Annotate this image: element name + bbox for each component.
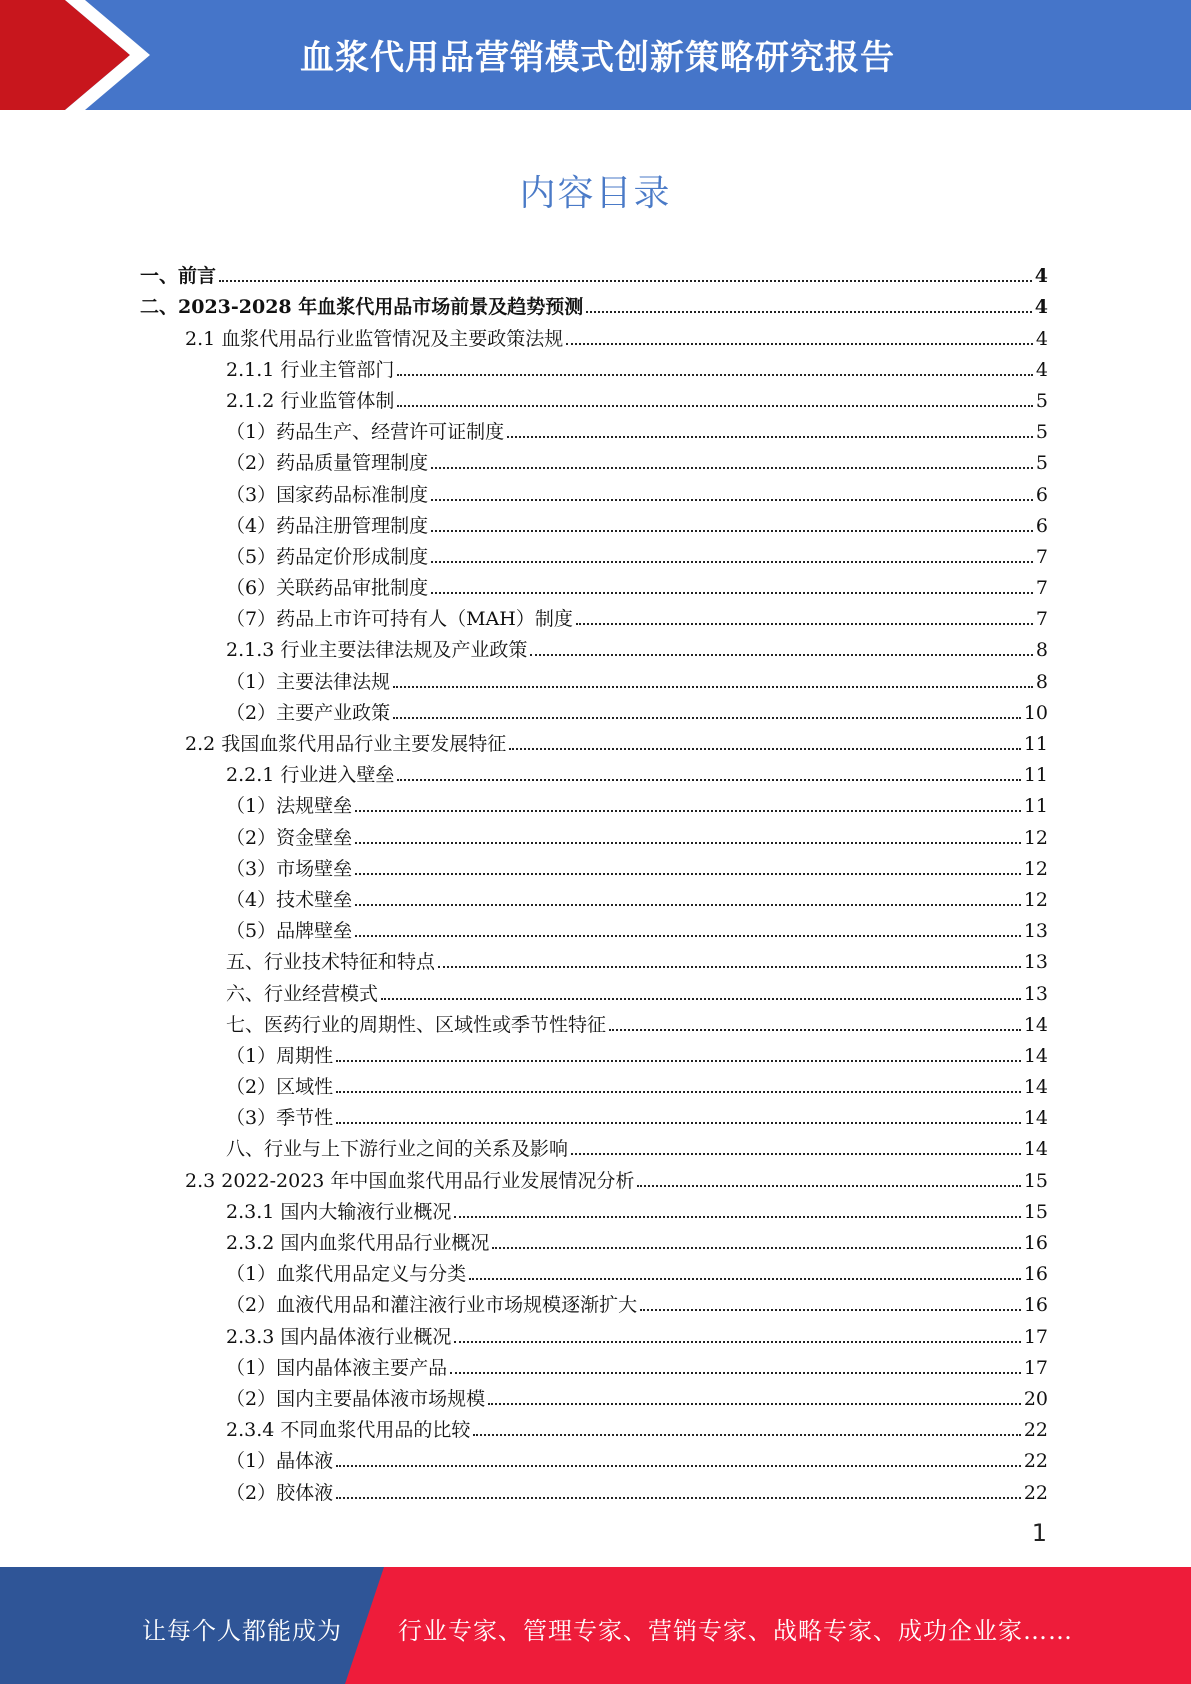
toc-entry[interactable] (140, 724, 1048, 755)
toc-leader-dots (381, 998, 1021, 1000)
toc-entry-label: （7）药品上市许可持有人（MAH）制度 (226, 608, 573, 631)
toc-entry[interactable] (140, 1472, 1048, 1503)
toc-leader-dots (355, 842, 1021, 844)
toc-entry-label: （2）国内主要晶体液市场规模 (226, 1387, 486, 1410)
toc-entry[interactable] (140, 256, 1048, 287)
toc-entry-page: 20 (1023, 1387, 1048, 1410)
footer-slogan-right: 行业专家、管理专家、营销专家、战略专家、成功企业家…… (398, 1617, 1073, 1645)
toc-entry-label: 七、医药行业的周期性、区域性或季节性特征 (226, 1013, 607, 1036)
toc-entry[interactable] (140, 1254, 1048, 1285)
toc-entry[interactable] (140, 1441, 1048, 1472)
toc-entry[interactable] (140, 942, 1048, 973)
toc-leader-dots (609, 1029, 1021, 1031)
toc-entry[interactable] (140, 412, 1048, 443)
toc-entry-label: 二、2023-2028 年血浆代用品市场前景及趋势预测 (140, 296, 584, 319)
toc-entry[interactable] (140, 1379, 1048, 1410)
toc-entry-label: 2.1.2 行业监管体制 (226, 389, 395, 412)
toc-entry-label: （1）药品生产、经营许可证制度 (226, 421, 505, 444)
toc-leader-dots (397, 779, 1020, 781)
toc-leader-dots (431, 530, 1033, 532)
toc-leader-dots (473, 1434, 1020, 1436)
toc-entry[interactable] (140, 1410, 1048, 1441)
toc-entry[interactable] (140, 1067, 1048, 1098)
toc-entry-page: 14 (1023, 1013, 1048, 1036)
toc-entry[interactable] (140, 1036, 1048, 1067)
toc-title: 内容目录 (519, 173, 672, 214)
toc-leader-dots (336, 1497, 1021, 1499)
toc-entry-label: 2.3 2022-2023 年中国血浆代用品行业发展情况分析 (185, 1169, 635, 1192)
toc-leader-dots (336, 1122, 1021, 1124)
toc-leader-dots (355, 904, 1021, 906)
toc-entry-page: 22 (1023, 1481, 1048, 1504)
toc-entry-label: 2.3.4 不同血浆代用品的比较 (226, 1419, 471, 1442)
toc-entry[interactable] (140, 287, 1048, 318)
toc-entry-page: 5 (1035, 421, 1048, 444)
toc-entry[interactable] (140, 568, 1048, 599)
toc-entry[interactable] (140, 973, 1048, 1004)
toc-leader-dots (431, 592, 1033, 594)
toc-entry-page: 4 (1035, 327, 1048, 350)
toc-entry[interactable] (140, 381, 1048, 412)
toc-entry-label: （1）国内晶体液主要产品 (226, 1356, 448, 1379)
table-of-contents (140, 256, 1048, 1504)
toc-entry-page: 16 (1023, 1294, 1048, 1317)
toc-entry-label: （3）季节性 (226, 1107, 334, 1130)
toc-leader-dots (393, 717, 1021, 719)
footer-banner (0, 1567, 1191, 1684)
toc-entry[interactable] (140, 630, 1048, 661)
toc-leader-dots (355, 935, 1021, 937)
toc-entry-label: （2）药品质量管理制度 (226, 452, 429, 475)
header-banner (0, 0, 1191, 110)
toc-entry[interactable] (140, 506, 1048, 537)
toc-entry-label: （2）血液代用品和灌注液行业市场规模逐渐扩大 (226, 1294, 638, 1317)
toc-entry-page: 11 (1023, 795, 1048, 818)
toc-leader-dots (397, 374, 1033, 376)
report-title: 血浆代用品营销模式创新策略研究报告 (300, 38, 895, 78)
toc-entry-label: 一、前言 (140, 265, 217, 288)
toc-entry-page: 14 (1023, 1044, 1048, 1067)
toc-leader-dots (566, 343, 1033, 345)
toc-entry[interactable] (140, 1348, 1048, 1379)
toc-entry-page: 22 (1023, 1450, 1048, 1473)
toc-leader-dots (454, 1341, 1020, 1343)
toc-leader-dots (336, 1091, 1021, 1093)
toc-entry[interactable] (140, 1223, 1048, 1254)
toc-entry-label: 2.2 我国血浆代用品行业主要发展特征 (185, 733, 507, 755)
toc-entry-label: 2.3.2 国内血浆代用品行业概况 (226, 1232, 490, 1254)
toc-entry-page: 15 (1023, 1169, 1048, 1192)
toc-entry-label: 2.2.1 行业进入壁垒 (226, 764, 395, 787)
toc-leader-dots (530, 654, 1033, 656)
toc-entry-label: 2.3.3 国内晶体液行业概况 (226, 1325, 452, 1348)
page-number: 1 (1031, 1519, 1047, 1547)
toc-leader-dots (571, 1153, 1021, 1155)
toc-entry[interactable] (140, 1316, 1048, 1347)
toc-leader-dots (393, 686, 1033, 688)
toc-leader-dots (640, 1309, 1021, 1311)
toc-entry-label: 2.1.3 行业主要法律法规及产业政策 (226, 639, 528, 662)
toc-entry-label: 五、行业技术特征和特点 (226, 951, 436, 974)
toc-leader-dots (336, 1060, 1021, 1062)
toc-entry-label: 2.1.1 行业主管部门 (226, 358, 395, 381)
toc-entry[interactable] (140, 880, 1048, 911)
toc-entry-page: 5 (1035, 452, 1048, 475)
toc-leader-dots (438, 966, 1021, 968)
toc-entry-page: 4 (1034, 296, 1048, 319)
toc-entry-label: （4）药品注册管理制度 (226, 514, 429, 537)
toc-entry-page: 12 (1023, 888, 1048, 911)
toc-entry-page: 13 (1023, 920, 1048, 943)
toc-leader-dots (431, 467, 1033, 469)
toc-entry[interactable] (140, 693, 1048, 724)
toc-entry-label: （3）市场壁垒 (226, 857, 353, 880)
toc-leader-dots (576, 623, 1033, 625)
toc-entry[interactable] (140, 1098, 1048, 1129)
toc-entry-label: （1）周期性 (226, 1044, 334, 1067)
toc-entry-label: （1）血浆代用品定义与分类 (226, 1263, 467, 1286)
toc-entry[interactable] (140, 1160, 1048, 1191)
toc-entry[interactable] (140, 318, 1048, 349)
toc-entry-label: 六、行业经营模式 (226, 982, 379, 1005)
toc-entry[interactable] (140, 817, 1048, 848)
toc-leader-dots (488, 1403, 1021, 1405)
toc-entry[interactable] (140, 443, 1048, 474)
toc-entry-page: 16 (1023, 1263, 1048, 1286)
toc-entry-page: 8 (1035, 670, 1048, 693)
toc-entry-label: （1）晶体液 (226, 1450, 334, 1473)
toc-entry-label: （4）技术壁垒 (226, 888, 353, 911)
toc-leader-dots (492, 1247, 1020, 1249)
toc-entry-label: （2）资金壁垒 (226, 826, 353, 849)
toc-leader-dots (219, 280, 1032, 282)
toc-entry[interactable] (140, 1005, 1048, 1036)
toc-entry-page: 14 (1023, 1107, 1048, 1130)
toc-entry-page: 7 (1035, 608, 1048, 631)
toc-entry-page: 17 (1023, 1325, 1048, 1348)
toc-entry-page: 13 (1023, 951, 1048, 974)
toc-leader-dots (469, 1278, 1021, 1280)
toc-entry-label: （6）关联药品审批制度 (226, 577, 429, 600)
footer-slogan-left: 让每个人都能成为 (142, 1617, 342, 1645)
toc-entry-page: 6 (1035, 483, 1048, 506)
toc-entry[interactable] (140, 786, 1048, 817)
toc-entry-page: 16 (1023, 1232, 1048, 1254)
toc-entry-label: （1）法规壁垒 (226, 795, 353, 818)
toc-leader-dots (431, 499, 1033, 501)
toc-leader-dots (336, 1465, 1021, 1467)
toc-entry[interactable] (140, 599, 1048, 630)
toc-entry-page: 14 (1023, 1138, 1048, 1161)
toc-entry[interactable] (140, 1192, 1048, 1223)
toc-entry-label: （3）国家药品标准制度 (226, 483, 429, 506)
toc-entry[interactable] (140, 474, 1048, 505)
toc-entry[interactable] (140, 537, 1048, 568)
toc-entry-page: 17 (1023, 1356, 1048, 1379)
toc-entry-label: 2.3.1 国内大输液行业概况 (226, 1200, 452, 1223)
toc-entry-page: 12 (1023, 857, 1048, 880)
toc-entry-label: （1）主要法律法规 (226, 670, 391, 693)
toc-entry[interactable] (140, 661, 1048, 692)
toc-entry-page: 22 (1023, 1419, 1048, 1442)
toc-entry-label: （2）胶体液 (226, 1481, 334, 1504)
toc-entry-page: 11 (1023, 764, 1048, 787)
toc-entry-page: 7 (1035, 577, 1048, 600)
toc-entry-label: （2）主要产业政策 (226, 701, 391, 724)
toc-leader-dots (586, 311, 1032, 313)
toc-entry[interactable] (140, 1285, 1048, 1316)
toc-entry-page: 5 (1035, 389, 1048, 412)
toc-entry-page: 7 (1035, 545, 1048, 568)
toc-entry-label: 2.1 血浆代用品行业监管情况及主要政策法规 (185, 327, 564, 350)
toc-entry[interactable] (140, 911, 1048, 942)
toc-entry-page: 14 (1023, 1076, 1048, 1099)
toc-entry-page: 8 (1035, 639, 1048, 662)
toc-entry-label: （5）品牌壁垒 (226, 920, 353, 943)
toc-leader-dots (509, 748, 1021, 750)
toc-leader-dots (450, 1372, 1021, 1374)
toc-leader-dots (637, 1185, 1020, 1187)
toc-entry[interactable] (140, 1129, 1048, 1160)
toc-entry-page: 13 (1023, 982, 1048, 1005)
toc-leader-dots (355, 873, 1021, 875)
toc-entry[interactable] (140, 755, 1048, 786)
toc-entry-page: 11 (1023, 733, 1048, 755)
toc-entry-label: 八、行业与上下游行业之间的关系及影响 (226, 1138, 569, 1161)
toc-entry[interactable] (140, 849, 1048, 880)
toc-leader-dots (431, 561, 1033, 563)
toc-entry-page: 6 (1035, 514, 1048, 537)
toc-entry[interactable] (140, 350, 1048, 381)
toc-entry-page: 12 (1023, 826, 1048, 849)
toc-entry-page: 10 (1023, 701, 1048, 724)
toc-leader-dots (355, 810, 1021, 812)
toc-entry-label: （5）药品定价形成制度 (226, 545, 429, 568)
toc-entry-page: 4 (1035, 358, 1048, 381)
toc-entry-page: 15 (1023, 1200, 1048, 1223)
toc-leader-dots (397, 405, 1033, 407)
toc-entry-label: （2）区域性 (226, 1076, 334, 1099)
toc-leader-dots (507, 436, 1033, 438)
toc-leader-dots (454, 1216, 1020, 1218)
toc-entry-page: 4 (1034, 265, 1048, 288)
